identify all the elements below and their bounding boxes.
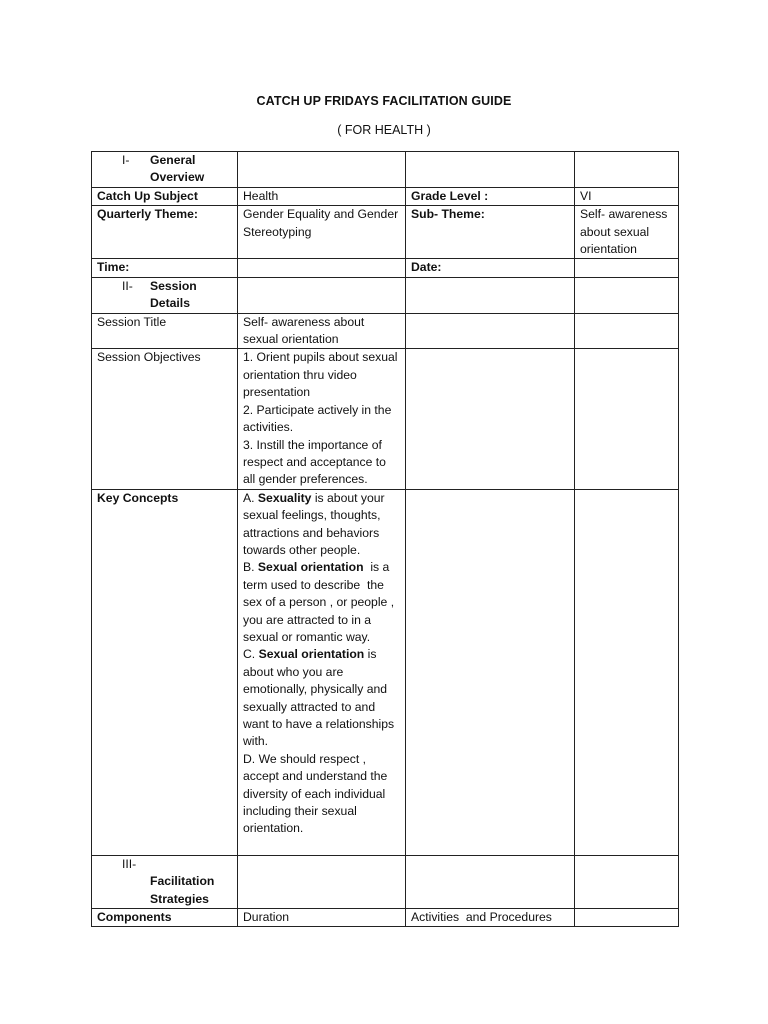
date-value xyxy=(575,259,679,277)
table-row-session-objectives xyxy=(92,349,679,489)
key-concept-c-text: is about who you are emotionally, physically and sexually attracted to and want to have a relationships with. xyxy=(243,647,395,749)
page-subtitle: ( FOR HEALTH ) xyxy=(337,123,431,137)
page-title: CATCH UP FRIDAYS FACILITATION GUIDE xyxy=(256,94,512,108)
section-3-label-line1: Facilitation xyxy=(150,874,215,889)
section-3-number: III- xyxy=(122,856,137,871)
objective-item: 1. Orient pupils about sexual orientation thru video presentation xyxy=(243,350,398,400)
grade-level-value: VI xyxy=(575,187,679,205)
key-concept-c xyxy=(243,646,401,750)
empty-cell xyxy=(575,313,679,349)
catch-up-subject-label: Catch Up Subject xyxy=(92,187,238,205)
empty-cell xyxy=(406,855,575,908)
date-label: Date: xyxy=(406,259,575,277)
table-row-key-concepts xyxy=(92,489,679,855)
quarterly-theme-label: Quarterly Theme: xyxy=(92,206,238,259)
key-concept-c-prefix: C. xyxy=(243,647,259,662)
section-1-header xyxy=(92,152,238,188)
key-concept-c-term: Sexual orientation xyxy=(258,647,365,662)
key-concepts-label: Key Concepts xyxy=(92,489,238,855)
sub-theme-value: Self- awareness about sexual orientation xyxy=(575,206,679,259)
table-row-section-1 xyxy=(92,152,679,188)
activities-procedures-header: Activities and Procedures xyxy=(406,908,575,926)
duration-header: Duration xyxy=(238,908,406,926)
sub-theme-label: Sub- Theme: xyxy=(406,206,575,259)
table-row-section-2 xyxy=(92,277,679,313)
empty-cell xyxy=(406,349,575,489)
section-1-label-line1: General xyxy=(150,153,196,167)
session-objectives-value xyxy=(238,349,406,489)
empty-cell xyxy=(575,908,679,926)
empty-cell xyxy=(238,277,406,313)
key-concept-a-term: Sexuality xyxy=(257,490,312,505)
catch-up-subject-value: Health xyxy=(238,187,406,205)
objective-item: 2. Participate actively in the activities. xyxy=(243,402,392,435)
key-concepts-value xyxy=(238,489,406,855)
empty-cell xyxy=(406,313,575,349)
time-label: Time: xyxy=(92,259,238,277)
session-title-label: Session Title xyxy=(92,313,238,349)
key-concept-d: D. We should respect , accept and understand the diversity of each individual including their sexual orientation. xyxy=(243,751,388,836)
section-2-label-line2: Details xyxy=(150,296,190,311)
empty-cell xyxy=(575,349,679,489)
section-3-label-line2: Strategies xyxy=(150,891,209,906)
empty-cell xyxy=(575,855,679,908)
empty-cell xyxy=(238,152,406,188)
empty-cell xyxy=(406,277,575,313)
objective-item: 3. Instill the importance of respect and acceptance to all gender preferences. xyxy=(243,437,386,487)
key-concept-b xyxy=(243,559,401,646)
grade-level-label: Grade Level : xyxy=(406,187,575,205)
key-concept-b-term: Sexual orientation xyxy=(257,560,364,575)
key-concept-a-text: is about your sexual feelings, thoughts, attractions and behaviors towards other people. xyxy=(243,490,385,557)
key-concept-a-prefix: A. xyxy=(243,490,258,505)
section-2-label-line1: Session xyxy=(150,278,197,293)
session-title-value: Self- awareness about sexual orientation xyxy=(238,313,406,349)
table-row-components xyxy=(92,908,679,926)
empty-cell xyxy=(238,855,406,908)
section-1-number: I- xyxy=(122,153,130,167)
session-objectives-label: Session Objectives xyxy=(92,349,238,489)
section-2-number: II- xyxy=(122,278,133,293)
table-row-theme xyxy=(92,206,679,259)
empty-cell xyxy=(575,277,679,313)
table-row-subject xyxy=(92,187,679,205)
facilitation-guide-table xyxy=(91,151,679,927)
key-concept-b-prefix: B. xyxy=(243,560,258,575)
empty-cell xyxy=(575,489,679,855)
table-row-session-title xyxy=(92,313,679,349)
table-row-section-3 xyxy=(92,855,679,908)
components-label: Components xyxy=(92,908,238,926)
section-3-header xyxy=(92,855,238,908)
key-concept-a xyxy=(243,490,401,560)
empty-cell xyxy=(406,152,575,188)
empty-cell xyxy=(575,152,679,188)
quarterly-theme-value: Gender Equality and Gender Stereotyping xyxy=(238,206,406,259)
empty-cell xyxy=(406,489,575,855)
section-1-label-line2: Overview xyxy=(150,170,205,185)
time-value xyxy=(238,259,406,277)
section-2-header xyxy=(92,277,238,313)
key-concept-b-text: is a term used to describe the sex of a person , or people , you are attracted to in a sexual or romantic way. xyxy=(243,560,398,644)
table-row-time-date xyxy=(92,259,679,277)
